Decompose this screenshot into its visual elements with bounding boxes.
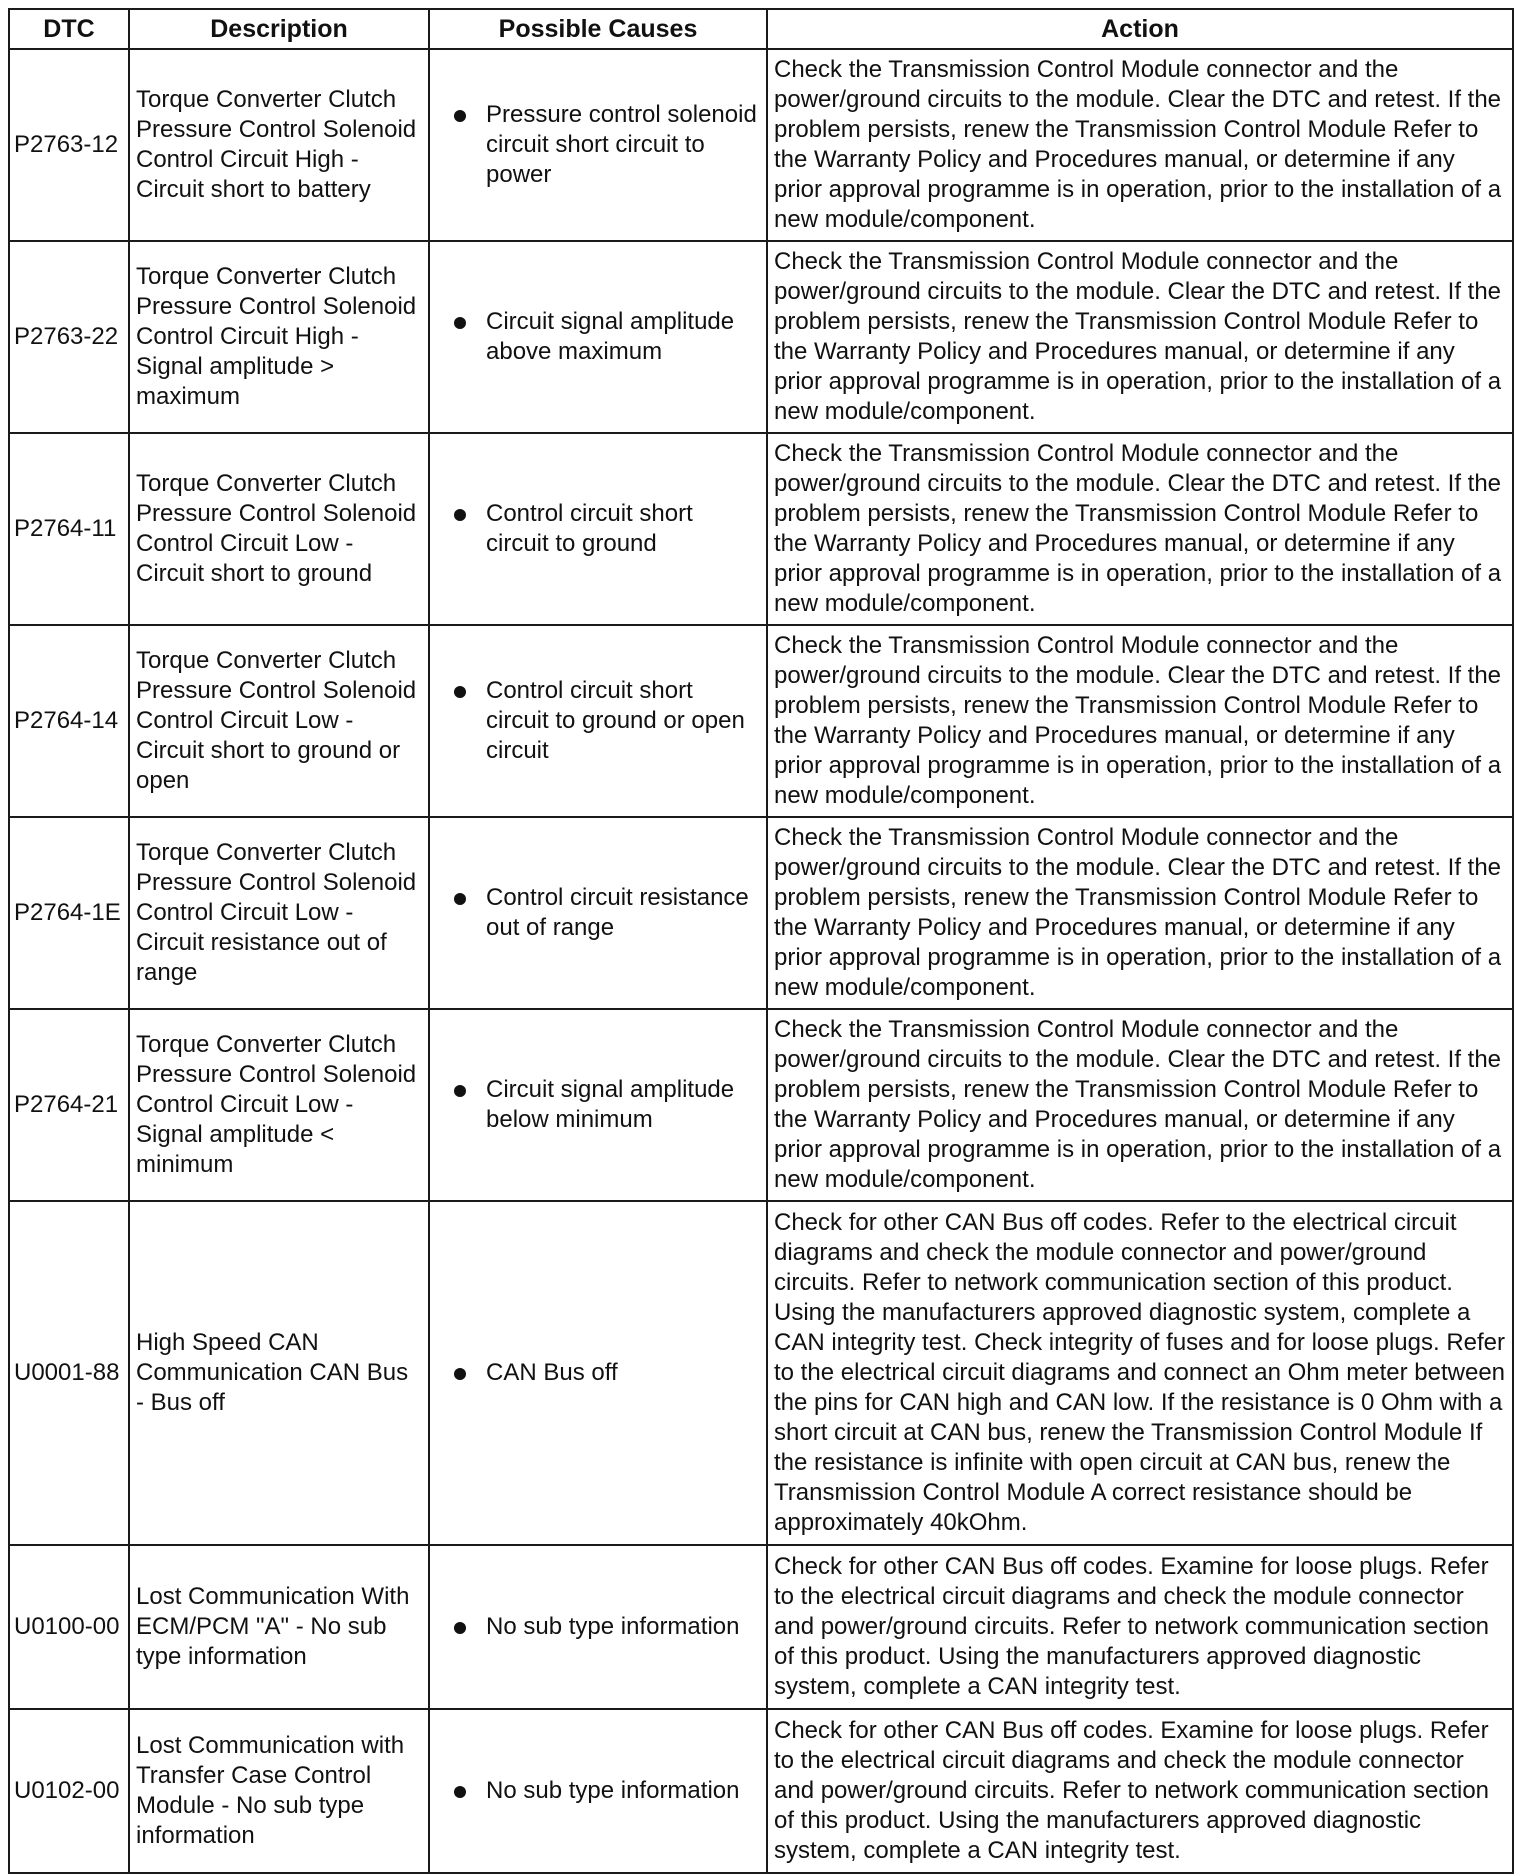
dtc-code: U0100-00 xyxy=(9,1545,129,1709)
possible-cause: Control circuit short circuit to ground or open circuit xyxy=(486,677,745,764)
dtc-code: P2763-22 xyxy=(9,241,129,433)
bullet-icon xyxy=(454,509,466,521)
dtc-code: P2764-14 xyxy=(9,625,129,817)
bullet-icon xyxy=(454,1085,466,1097)
dtc-table xyxy=(8,8,1514,1874)
table-header xyxy=(9,9,1513,49)
table-row xyxy=(9,1545,1513,1709)
header-row xyxy=(9,9,1513,49)
possible-cause: Control circuit resistance out of range xyxy=(486,884,749,941)
dtc-action: Check the Transmission Control Module connector and the power/ground circuits to the module. Clear the DTC and retest. If the problem persists, renew the Transmission Control Module Refer to the Warranty Policy and Procedures manual, or determine if any prior approval programme is in operation, prior to the installation of a new module/component. xyxy=(767,241,1513,433)
dtc-code: U0001-88 xyxy=(9,1201,129,1545)
possible-cause: Control circuit short circuit to ground xyxy=(486,500,693,557)
possible-cause: Pressure control solenoid circuit short circuit to power xyxy=(486,101,757,188)
bullet-icon xyxy=(454,893,466,905)
possible-causes-cell xyxy=(429,433,767,625)
possible-causes-cell xyxy=(429,241,767,433)
dtc-action: Check for other CAN Bus off codes. Refer to the electrical circuit diagrams and check the module connector and power/ground circuits. Refer to network communication section of this product. Using the manufacturers approved diagnostic system, complete a CAN integrity test. Check integrity of fuses and for loose plugs. Refer to the electrical circuit diagrams and connect an Ohm meter between the pins for CAN high and CAN low. If the resistance is 0 Ohm with a short circuit at CAN bus, renew the Transmission Control Module If the resistance is infinite with open circuit at CAN bus, renew the Transmission Control Module A correct resistance should be approximately 40kOhm. xyxy=(767,1201,1513,1545)
bullet-icon xyxy=(454,686,466,698)
dtc-code: P2764-21 xyxy=(9,1009,129,1201)
table-row xyxy=(9,1009,1513,1201)
dtc-description: Torque Converter Clutch Pressure Control Solenoid Control Circuit Low - Circuit short to ground xyxy=(129,433,429,625)
table-row xyxy=(9,433,1513,625)
dtc-action: Check the Transmission Control Module connector and the power/ground circuits to the module. Clear the DTC and retest. If the problem persists, renew the Transmission Control Module Refer to the Warranty Policy and Procedures manual, or determine if any prior approval programme is in operation, prior to the installation of a new module/component. xyxy=(767,625,1513,817)
table-row xyxy=(9,241,1513,433)
possible-causes-cell xyxy=(429,1009,767,1201)
possible-cause: Circuit signal amplitude above maximum xyxy=(486,308,735,365)
header-description: Description xyxy=(129,9,429,49)
dtc-description: High Speed CAN Communication CAN Bus - Bus off xyxy=(129,1201,429,1545)
dtc-code: U0102-00 xyxy=(9,1709,129,1873)
table-row xyxy=(9,817,1513,1009)
bullet-icon xyxy=(454,110,466,122)
header-action: Action xyxy=(767,9,1513,49)
possible-causes-cell xyxy=(429,1709,767,1873)
bullet-icon xyxy=(454,1368,466,1380)
table-row xyxy=(9,1201,1513,1545)
dtc-action: Check for other CAN Bus off codes. Examine for loose plugs. Refer to the electrical circuit diagrams and check the module connector and power/ground circuits. Refer to network communication section of this product. Using the manufacturers approved diagnostic system, complete a CAN integrity test. xyxy=(767,1709,1513,1873)
possible-cause: No sub type information xyxy=(486,1613,740,1640)
header-dtc: DTC xyxy=(9,9,129,49)
dtc-action: Check the Transmission Control Module connector and the power/ground circuits to the module. Clear the DTC and retest. If the problem persists, renew the Transmission Control Module Refer to the Warranty Policy and Procedures manual, or determine if any prior approval programme is in operation, prior to the installation of a new module/component. xyxy=(767,1009,1513,1201)
dtc-code: P2764-1E xyxy=(9,817,129,1009)
bullet-icon xyxy=(454,317,466,329)
dtc-action: Check for other CAN Bus off codes. Examine for loose plugs. Refer to the electrical circuit diagrams and check the module connector and power/ground circuits. Refer to network communication section of this product. Using the manufacturers approved diagnostic system, complete a CAN integrity test. xyxy=(767,1545,1513,1709)
dtc-description: Torque Converter Clutch Pressure Control Solenoid Control Circuit High - Circuit short to battery xyxy=(129,49,429,241)
dtc-action: Check the Transmission Control Module connector and the power/ground circuits to the module. Clear the DTC and retest. If the problem persists, renew the Transmission Control Module Refer to the Warranty Policy and Procedures manual, or determine if any prior approval programme is in operation, prior to the installation of a new module/component. xyxy=(767,433,1513,625)
possible-cause: CAN Bus off xyxy=(486,1359,618,1386)
table-row xyxy=(9,1709,1513,1873)
dtc-description: Torque Converter Clutch Pressure Control Solenoid Control Circuit Low - Circuit resistance out of range xyxy=(129,817,429,1009)
possible-causes-cell xyxy=(429,625,767,817)
dtc-description: Lost Communication with Transfer Case Control Module - No sub type information xyxy=(129,1709,429,1873)
table-row xyxy=(9,49,1513,241)
bullet-icon xyxy=(454,1786,466,1798)
dtc-code: P2764-11 xyxy=(9,433,129,625)
possible-causes-cell xyxy=(429,1201,767,1545)
possible-cause: No sub type information xyxy=(486,1777,740,1804)
dtc-description: Torque Converter Clutch Pressure Control Solenoid Control Circuit High - Signal amplitude > maximum xyxy=(129,241,429,433)
header-possible-causes: Possible Causes xyxy=(429,9,767,49)
dtc-description: Lost Communication With ECM/PCM "A" - No sub type information xyxy=(129,1545,429,1709)
table-body xyxy=(9,49,1513,1873)
dtc-description: Torque Converter Clutch Pressure Control Solenoid Control Circuit Low - Circuit short to ground or open xyxy=(129,625,429,817)
possible-cause: Circuit signal amplitude below minimum xyxy=(486,1076,735,1133)
dtc-code: P2763-12 xyxy=(9,49,129,241)
dtc-description: Torque Converter Clutch Pressure Control Solenoid Control Circuit Low - Signal amplitude < minimum xyxy=(129,1009,429,1201)
table-row xyxy=(9,625,1513,817)
dtc-action: Check the Transmission Control Module connector and the power/ground circuits to the module. Clear the DTC and retest. If the problem persists, renew the Transmission Control Module Refer to the Warranty Policy and Procedures manual, or determine if any prior approval programme is in operation, prior to the installation of a new module/component. xyxy=(767,49,1513,241)
bullet-icon xyxy=(454,1622,466,1634)
possible-causes-cell xyxy=(429,1545,767,1709)
dtc-action: Check the Transmission Control Module connector and the power/ground circuits to the module. Clear the DTC and retest. If the problem persists, renew the Transmission Control Module Refer to the Warranty Policy and Procedures manual, or determine if any prior approval programme is in operation, prior to the installation of a new module/component. xyxy=(767,817,1513,1009)
possible-causes-cell xyxy=(429,49,767,241)
possible-causes-cell xyxy=(429,817,767,1009)
